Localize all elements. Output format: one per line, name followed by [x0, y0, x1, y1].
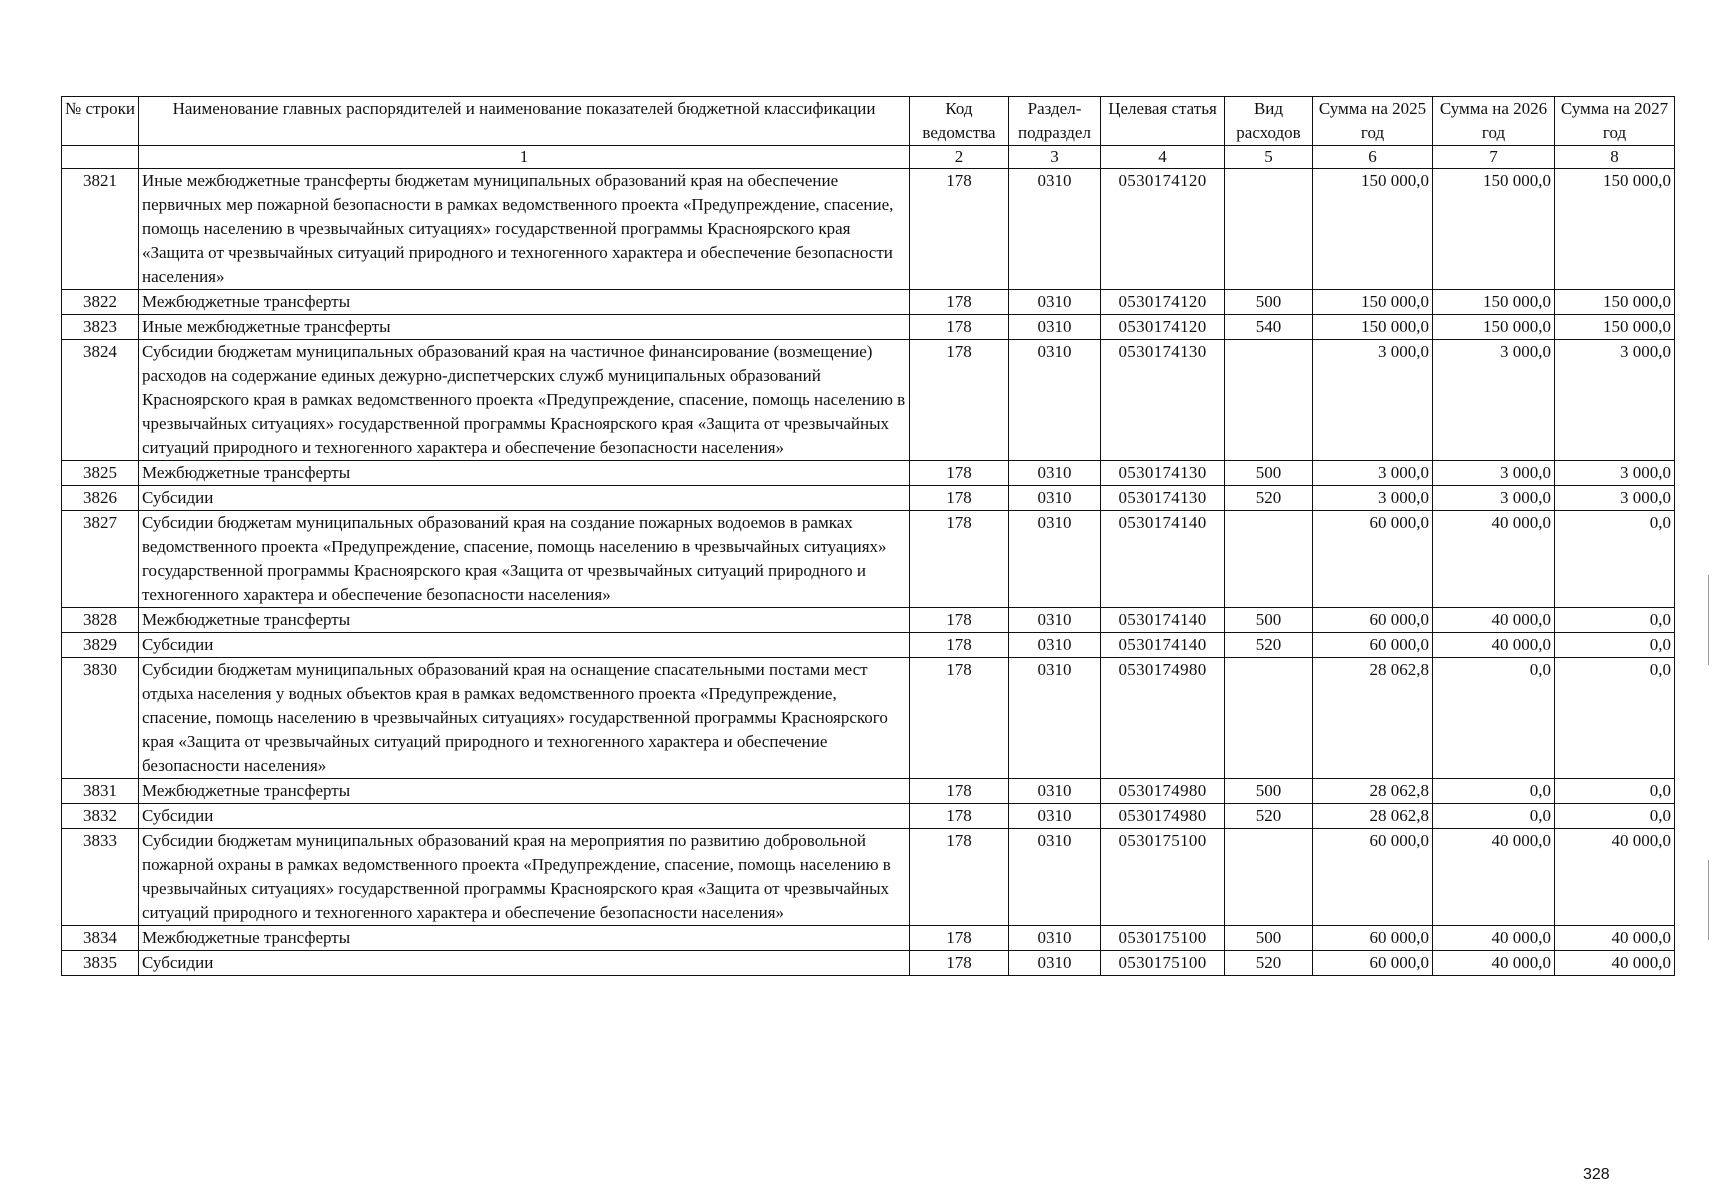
column-number: 7 — [1433, 146, 1555, 169]
cell-amount-2026: 3 000,0 — [1433, 461, 1555, 486]
cell-section: 0310 — [1009, 804, 1101, 829]
cell-name: Субсидии бюджетам муниципальных образований края на оснащение спасательными постами мест отдыха населения у водных объектов края в рамках ведомственного проекта «Предупреждение, спасение, помощь населению в чрезвычайных ситуациях» государственной программы Красноярского края «Защита от чрезвычайных ситуаций природного и техногенного характера и обеспечение безопасности населения» — [139, 658, 910, 779]
cell-section: 0310 — [1009, 951, 1101, 976]
cell-amount-2027: 40 000,0 — [1555, 951, 1675, 976]
cell-section: 0310 — [1009, 829, 1101, 926]
header-section: Раздел-подраздел — [1009, 97, 1101, 146]
cell-expense-kind: 500 — [1225, 461, 1313, 486]
cell-name: Субсидии бюджетам муниципальных образований края на создание пожарных водоемов в рамках ведомственного проекта «Предупреждение, спасение, помощь населению в чрезвычайных ситуациях» государственной программы Красноярского края «Защита от чрезвычайных ситуаций природного и техногенного характера и обеспечение безопасности населения» — [139, 511, 910, 608]
cell-name: Межбюджетные трансферты — [139, 461, 910, 486]
cell-amount-2027: 40 000,0 — [1555, 829, 1675, 926]
cell-amount-2027: 0,0 — [1555, 511, 1675, 608]
cell-name: Субсидии — [139, 486, 910, 511]
cell-name: Субсидии — [139, 804, 910, 829]
column-number-row — [62, 146, 1675, 169]
cell-target-article: 0530174120 — [1101, 169, 1225, 290]
cell-dept-code: 178 — [910, 633, 1009, 658]
cell-row-number: 3835 — [62, 951, 139, 976]
cell-amount-2025: 28 062,8 — [1313, 804, 1433, 829]
table-row — [62, 633, 1675, 658]
table-row — [62, 315, 1675, 340]
table-row — [62, 511, 1675, 608]
cell-expense-kind — [1225, 340, 1313, 461]
cell-amount-2026: 40 000,0 — [1433, 511, 1555, 608]
cell-section: 0310 — [1009, 486, 1101, 511]
cell-section: 0310 — [1009, 511, 1101, 608]
column-number: 6 — [1313, 146, 1433, 169]
table-row — [62, 169, 1675, 290]
cell-dept-code: 178 — [910, 804, 1009, 829]
cell-name: Субсидии бюджетам муниципальных образований края на мероприятия по развитию добровольной пожарной охраны в рамках ведомственного проекта «Предупреждение, спасение, помощь населению в чрезвычайных ситуациях» государственной программы Красноярского края «Защита от чрезвычайных ситуаций природного и техногенного характера и обеспечение безопасности населения» — [139, 829, 910, 926]
header-y2026: Сумма на 2026 год — [1433, 97, 1555, 146]
cell-section: 0310 — [1009, 926, 1101, 951]
header-name: Наименование главных распорядителей и наименование показателей бюджетной классификации — [139, 97, 910, 146]
cell-target-article: 0530174140 — [1101, 608, 1225, 633]
cell-dept-code: 178 — [910, 486, 1009, 511]
column-number: 1 — [139, 146, 910, 169]
header-target: Целевая статья — [1101, 97, 1225, 146]
cell-dept-code: 178 — [910, 461, 1009, 486]
cell-section: 0310 — [1009, 461, 1101, 486]
cell-amount-2025: 60 000,0 — [1313, 829, 1433, 926]
cell-expense-kind: 500 — [1225, 608, 1313, 633]
cell-row-number: 3826 — [62, 486, 139, 511]
cell-amount-2027: 3 000,0 — [1555, 461, 1675, 486]
cell-amount-2025: 28 062,8 — [1313, 658, 1433, 779]
cell-expense-kind: 520 — [1225, 951, 1313, 976]
cell-target-article: 0530174130 — [1101, 486, 1225, 511]
cell-expense-kind — [1225, 658, 1313, 779]
cell-amount-2025: 60 000,0 — [1313, 926, 1433, 951]
cell-target-article: 0530174980 — [1101, 779, 1225, 804]
scan-margin-mark — [1708, 860, 1709, 940]
cell-target-article: 0530175100 — [1101, 951, 1225, 976]
table-row — [62, 658, 1675, 779]
cell-amount-2025: 60 000,0 — [1313, 951, 1433, 976]
cell-row-number: 3830 — [62, 658, 139, 779]
cell-row-number: 3825 — [62, 461, 139, 486]
cell-target-article: 0530175100 — [1101, 926, 1225, 951]
cell-expense-kind: 520 — [1225, 633, 1313, 658]
cell-expense-kind — [1225, 511, 1313, 608]
cell-amount-2026: 150 000,0 — [1433, 315, 1555, 340]
cell-row-number: 3833 — [62, 829, 139, 926]
cell-amount-2025: 150 000,0 — [1313, 290, 1433, 315]
cell-amount-2026: 150 000,0 — [1433, 169, 1555, 290]
table-row — [62, 951, 1675, 976]
cell-amount-2025: 150 000,0 — [1313, 315, 1433, 340]
cell-amount-2027: 150 000,0 — [1555, 169, 1675, 290]
cell-target-article: 0530174140 — [1101, 511, 1225, 608]
cell-target-article: 0530174140 — [1101, 633, 1225, 658]
cell-amount-2026: 40 000,0 — [1433, 951, 1555, 976]
header-y2025: Сумма на 2025 год — [1313, 97, 1433, 146]
cell-name: Иные межбюджетные трансферты бюджетам муниципальных образований края на обеспечение первичных мер пожарной безопасности в рамках ведомственного проекта «Предупреждение, спасение, помощь населению в чрезвычайных ситуациях» государственной программы Красноярского края «Защита от чрезвычайных ситуаций природного и техногенного характера и обеспечение безопасности населения» — [139, 169, 910, 290]
cell-amount-2027: 3 000,0 — [1555, 340, 1675, 461]
cell-amount-2026: 40 000,0 — [1433, 829, 1555, 926]
header-kind: Вид расходов — [1225, 97, 1313, 146]
cell-amount-2025: 60 000,0 — [1313, 608, 1433, 633]
cell-expense-kind: 520 — [1225, 486, 1313, 511]
header-y2027: Сумма на 2027 год — [1555, 97, 1675, 146]
cell-amount-2026: 0,0 — [1433, 658, 1555, 779]
header-row — [62, 97, 1675, 146]
cell-amount-2025: 3 000,0 — [1313, 461, 1433, 486]
cell-amount-2027: 0,0 — [1555, 779, 1675, 804]
cell-target-article: 0530174120 — [1101, 315, 1225, 340]
column-number — [62, 146, 139, 169]
table-row — [62, 486, 1675, 511]
cell-target-article: 0530174130 — [1101, 461, 1225, 486]
cell-section: 0310 — [1009, 290, 1101, 315]
cell-section: 0310 — [1009, 779, 1101, 804]
header-dept: Код ведомства — [910, 97, 1009, 146]
cell-row-number: 3821 — [62, 169, 139, 290]
cell-dept-code: 178 — [910, 290, 1009, 315]
cell-section: 0310 — [1009, 340, 1101, 461]
cell-amount-2025: 3 000,0 — [1313, 486, 1433, 511]
cell-amount-2027: 3 000,0 — [1555, 486, 1675, 511]
cell-dept-code: 178 — [910, 315, 1009, 340]
table-row — [62, 804, 1675, 829]
cell-name: Межбюджетные трансферты — [139, 926, 910, 951]
cell-amount-2027: 150 000,0 — [1555, 315, 1675, 340]
table-row — [62, 829, 1675, 926]
cell-dept-code: 178 — [910, 779, 1009, 804]
cell-amount-2026: 0,0 — [1433, 779, 1555, 804]
cell-name: Межбюджетные трансферты — [139, 290, 910, 315]
cell-amount-2026: 150 000,0 — [1433, 290, 1555, 315]
cell-row-number: 3822 — [62, 290, 139, 315]
cell-target-article: 0530174980 — [1101, 658, 1225, 779]
cell-amount-2026: 40 000,0 — [1433, 926, 1555, 951]
cell-amount-2027: 0,0 — [1555, 608, 1675, 633]
cell-row-number: 3828 — [62, 608, 139, 633]
cell-amount-2025: 3 000,0 — [1313, 340, 1433, 461]
cell-amount-2027: 150 000,0 — [1555, 290, 1675, 315]
cell-amount-2026: 0,0 — [1433, 804, 1555, 829]
cell-expense-kind — [1225, 169, 1313, 290]
cell-amount-2027: 40 000,0 — [1555, 926, 1675, 951]
cell-target-article: 0530174120 — [1101, 290, 1225, 315]
cell-amount-2026: 40 000,0 — [1433, 633, 1555, 658]
cell-amount-2026: 3 000,0 — [1433, 486, 1555, 511]
cell-expense-kind: 520 — [1225, 804, 1313, 829]
table-row — [62, 926, 1675, 951]
header-num: № строки — [62, 97, 139, 146]
cell-name: Субсидии бюджетам муниципальных образований края на частичное финансирование (возмещение) расходов на содержание единых дежурно-диспетчерских служб муниципальных образований Красноярского края в рамках ведомственного проекта «Предупреждение, спасение, помощь населению в чрезвычайных ситуациях» государственной программы Красноярского края «Защита от чрезвычайных ситуаций природного и техногенного характера и обеспечение безопасности населения» — [139, 340, 910, 461]
cell-row-number: 3832 — [62, 804, 139, 829]
column-number: 3 — [1009, 146, 1101, 169]
column-number: 8 — [1555, 146, 1675, 169]
cell-row-number: 3829 — [62, 633, 139, 658]
cell-name: Межбюджетные трансферты — [139, 608, 910, 633]
column-number: 2 — [910, 146, 1009, 169]
cell-amount-2027: 0,0 — [1555, 804, 1675, 829]
cell-name: Субсидии — [139, 951, 910, 976]
column-number: 4 — [1101, 146, 1225, 169]
cell-section: 0310 — [1009, 315, 1101, 340]
scan-margin-mark — [1708, 575, 1709, 665]
cell-name: Иные межбюджетные трансферты — [139, 315, 910, 340]
cell-amount-2025: 150 000,0 — [1313, 169, 1433, 290]
cell-dept-code: 178 — [910, 926, 1009, 951]
cell-amount-2027: 0,0 — [1555, 658, 1675, 779]
cell-section: 0310 — [1009, 608, 1101, 633]
cell-dept-code: 178 — [910, 608, 1009, 633]
cell-row-number: 3824 — [62, 340, 139, 461]
table-row — [62, 779, 1675, 804]
cell-expense-kind: 540 — [1225, 315, 1313, 340]
page-number: 328 — [1583, 1166, 1610, 1183]
cell-section: 0310 — [1009, 169, 1101, 290]
cell-expense-kind: 500 — [1225, 926, 1313, 951]
cell-row-number: 3827 — [62, 511, 139, 608]
cell-row-number: 3823 — [62, 315, 139, 340]
cell-row-number: 3834 — [62, 926, 139, 951]
table-row — [62, 340, 1675, 461]
cell-dept-code: 178 — [910, 340, 1009, 461]
budget-table — [61, 96, 1675, 976]
cell-amount-2026: 40 000,0 — [1433, 608, 1555, 633]
cell-dept-code: 178 — [910, 511, 1009, 608]
table-row — [62, 461, 1675, 486]
cell-amount-2026: 3 000,0 — [1433, 340, 1555, 461]
cell-amount-2025: 60 000,0 — [1313, 633, 1433, 658]
cell-amount-2025: 28 062,8 — [1313, 779, 1433, 804]
cell-expense-kind: 500 — [1225, 290, 1313, 315]
table-row — [62, 608, 1675, 633]
cell-amount-2027: 0,0 — [1555, 633, 1675, 658]
cell-dept-code: 178 — [910, 829, 1009, 926]
column-number: 5 — [1225, 146, 1313, 169]
table-body — [62, 169, 1675, 976]
table-row — [62, 290, 1675, 315]
cell-dept-code: 178 — [910, 951, 1009, 976]
cell-amount-2025: 60 000,0 — [1313, 511, 1433, 608]
cell-expense-kind: 500 — [1225, 779, 1313, 804]
cell-name: Субсидии — [139, 633, 910, 658]
cell-section: 0310 — [1009, 658, 1101, 779]
cell-target-article: 0530174980 — [1101, 804, 1225, 829]
cell-target-article: 0530174130 — [1101, 340, 1225, 461]
cell-row-number: 3831 — [62, 779, 139, 804]
cell-expense-kind — [1225, 829, 1313, 926]
cell-dept-code: 178 — [910, 658, 1009, 779]
cell-dept-code: 178 — [910, 169, 1009, 290]
cell-name: Межбюджетные трансферты — [139, 779, 910, 804]
cell-section: 0310 — [1009, 633, 1101, 658]
cell-target-article: 0530175100 — [1101, 829, 1225, 926]
